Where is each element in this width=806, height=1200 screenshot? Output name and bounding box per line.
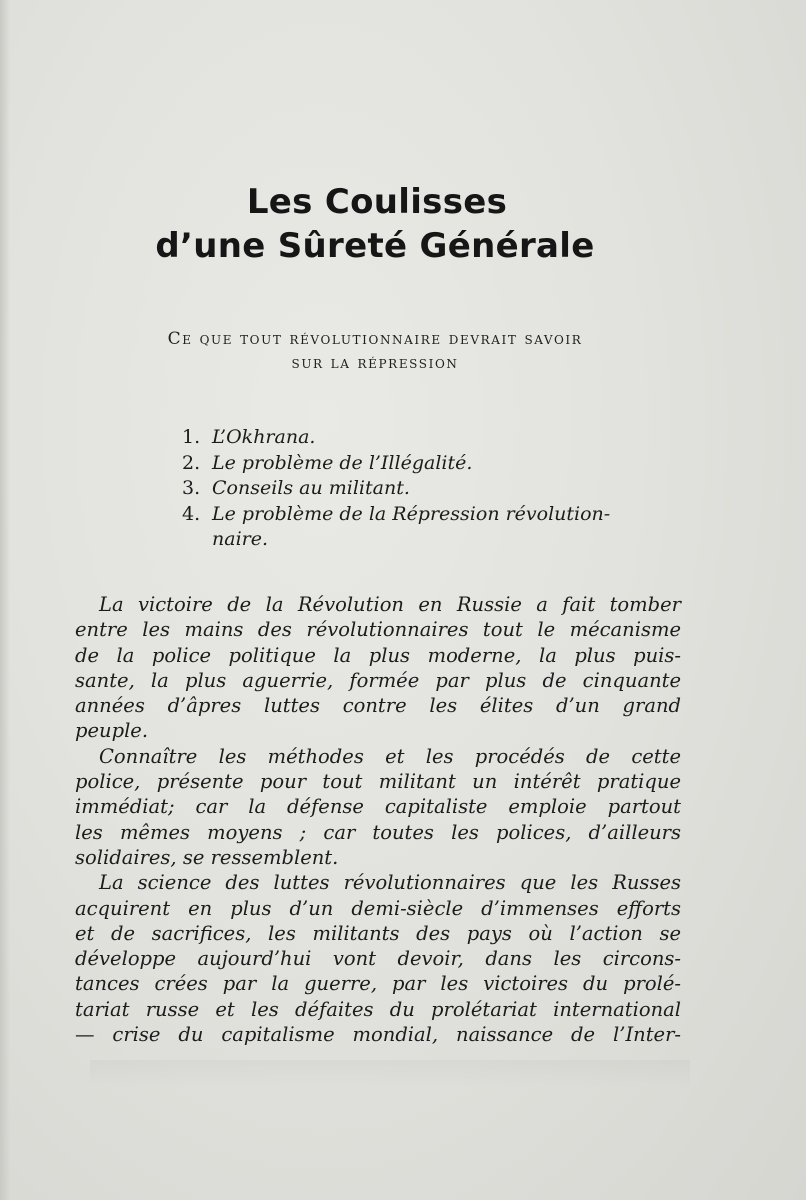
text-line: La victoire de la Révolution en Russie a fait tomber xyxy=(99,593,681,616)
text-line: — crise du capitalisme mondial, naissance de l’Inter- xyxy=(75,1023,681,1047)
text-line: tariat russe et les défaites du prolétariat international xyxy=(75,997,681,1021)
text-line: sante, la plus aguerrie, formée par plus de cinquante xyxy=(75,668,681,692)
table-of-contents xyxy=(182,425,702,553)
toc-text: L’Okhrana. xyxy=(212,426,316,448)
toc-number: 2. xyxy=(182,451,201,474)
text-line: tances crées par la guerre, par les victoires du prolé- xyxy=(75,972,681,996)
text-line: Connaître les méthodes et les procédés de cette xyxy=(99,744,681,768)
text-line: acquirent en plus d’un demi-siècle d’immenses efforts xyxy=(75,896,681,920)
chapter-title-line-1: Les Coulisses xyxy=(246,182,508,222)
body-text xyxy=(75,592,681,1047)
text-line: années d’âpres luttes contre les élites d’un grand xyxy=(75,694,681,718)
text-line: les mêmes moyens ; car toutes les polices, d’ailleurs xyxy=(75,820,681,844)
text-line: développe aujourd’hui vont devoir, dans les circons- xyxy=(75,947,681,971)
toc-item xyxy=(182,502,702,528)
toc-number: 4. xyxy=(182,502,201,525)
chapter-title-line-2: d’une Sûreté Générale xyxy=(155,226,595,266)
subtitle-line-2: sur la répression xyxy=(291,353,459,373)
text-line: immédiat; car la défense capitaliste emploie partout xyxy=(75,795,681,819)
show-through-shadow xyxy=(90,1060,690,1088)
toc-text: Le problème de la Répression révolution- xyxy=(212,502,611,525)
toc-text: Le problème de l’Illégalité. xyxy=(212,451,473,474)
text-line: La science des luttes révolutionnaires que les Russes xyxy=(99,871,681,895)
page-edge-shadow xyxy=(0,0,10,1200)
text-line: police, présente pour tout militant un intérêt pratique xyxy=(75,770,681,794)
text-line: entre les mains des révolutionnaires tout le mécanisme xyxy=(75,618,681,642)
toc-continuation: naire. xyxy=(212,528,269,550)
toc-number: 1. xyxy=(182,426,201,448)
toc-item xyxy=(182,476,702,502)
toc-item xyxy=(182,451,702,477)
toc-item xyxy=(182,425,702,451)
toc-text: Conseils au militant. xyxy=(212,477,410,499)
toc-number: 3. xyxy=(182,477,201,499)
text-line: solidaires, se ressemblent. xyxy=(75,845,339,869)
text-line: peuple. xyxy=(75,719,149,743)
text-line: et de sacrifices, les militants des pays où l’action se xyxy=(75,921,681,945)
subtitle-line-1: Ce que tout révolutionnaire devrait savoir xyxy=(167,329,583,349)
text-line: de la police politique la plus moderne, la plus puis- xyxy=(75,643,681,667)
